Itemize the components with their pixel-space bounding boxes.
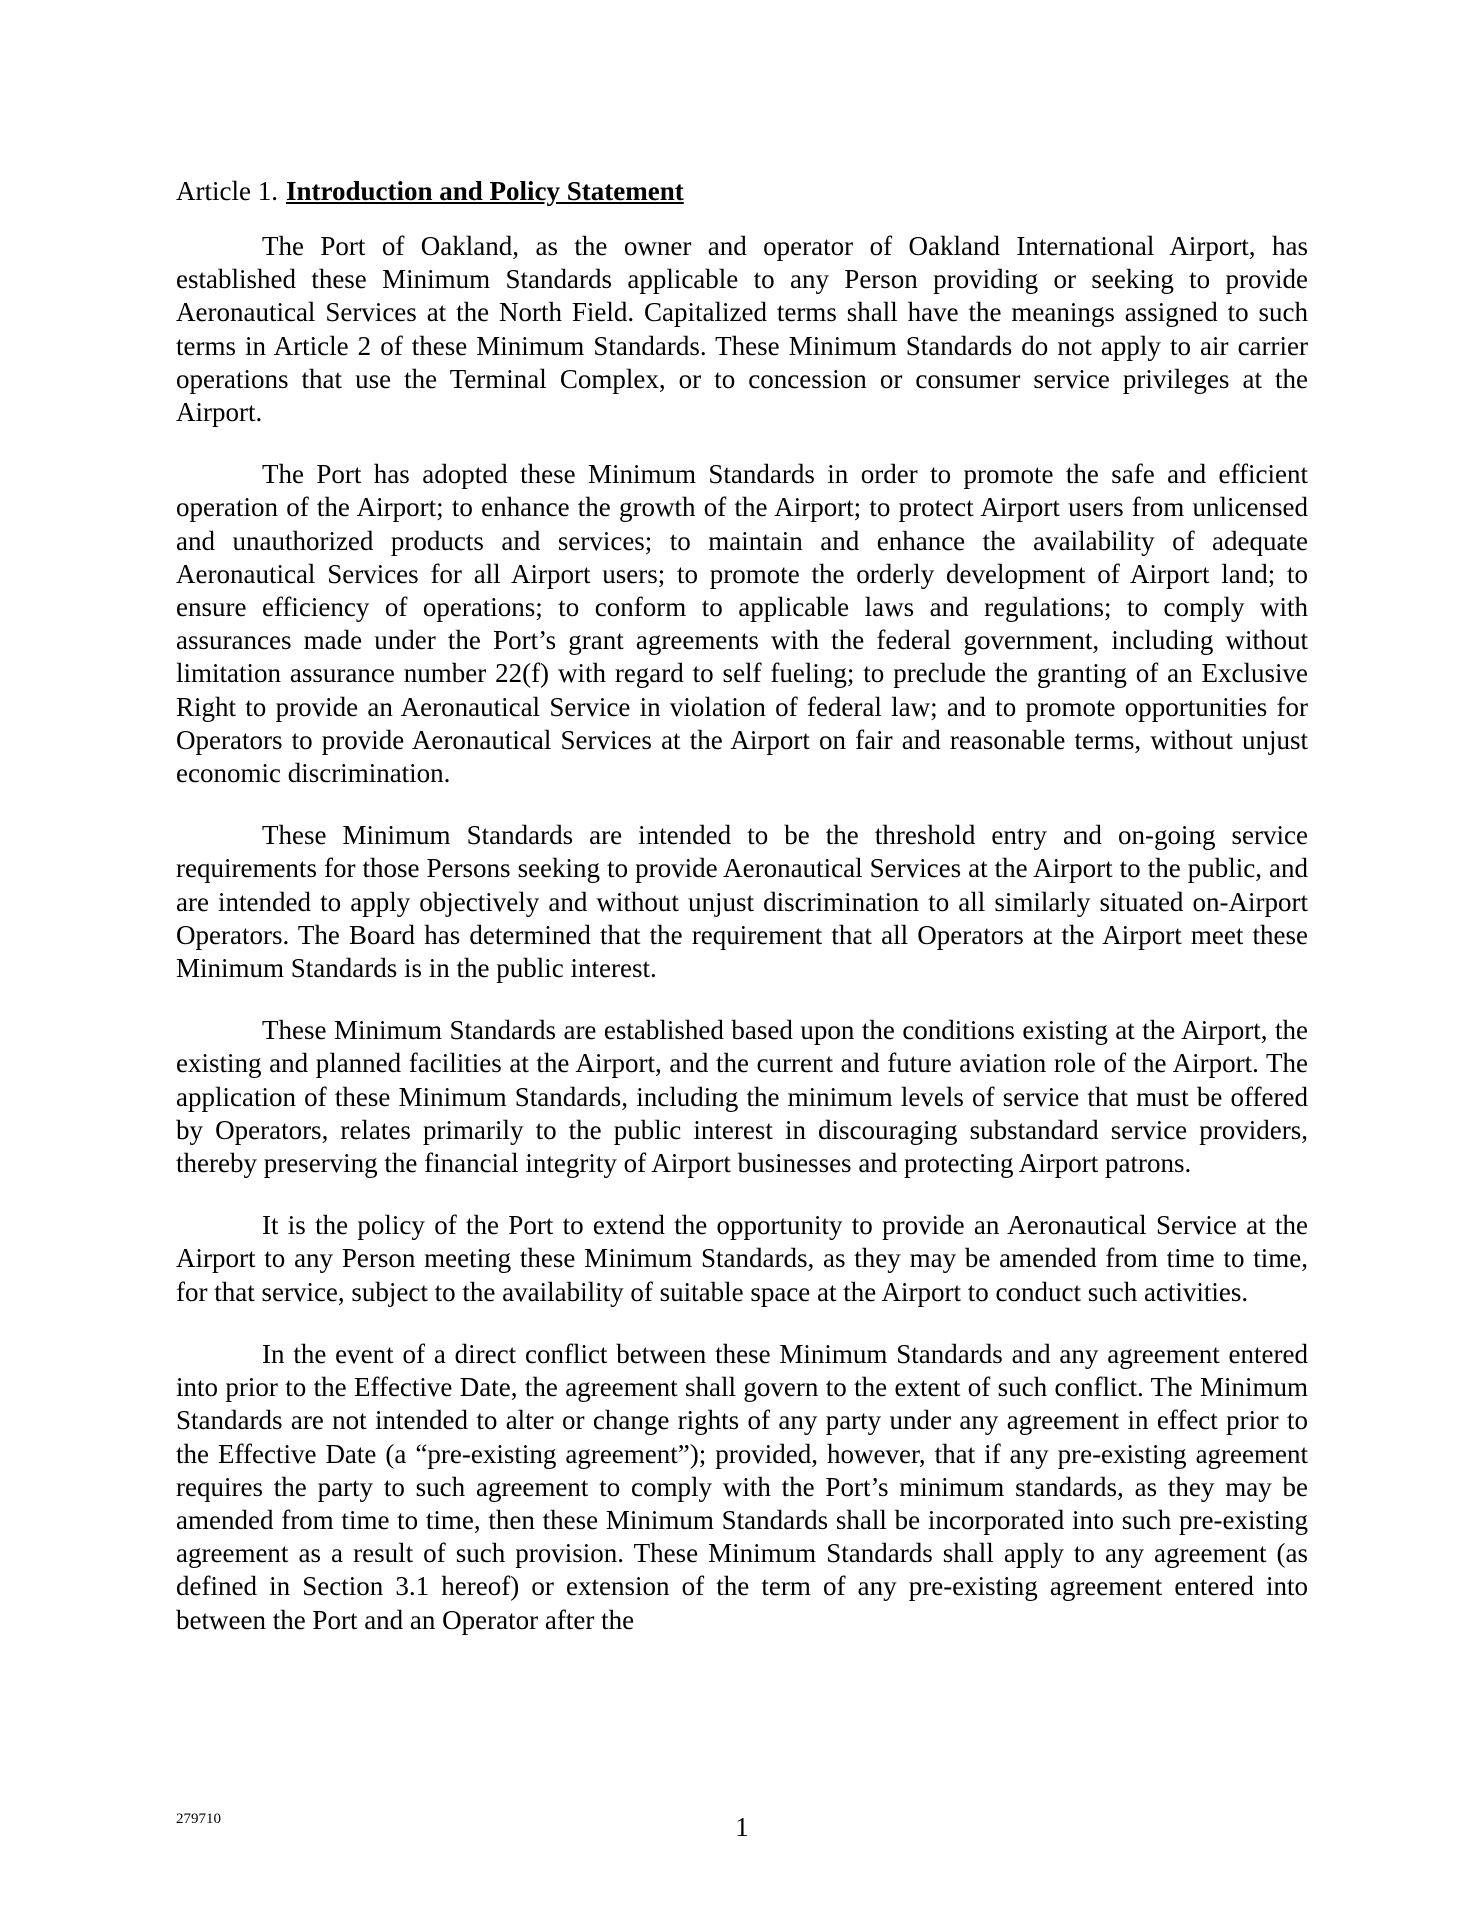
article-label: Article 1.	[176, 176, 278, 206]
paragraph-3: These Minimum Standards are intended to be the threshold entry and on-going service requirements for those Persons seeking to provide Aeronautical Services at the Airport to the public, and are intended to apply objectively and without unjust discrimination to all similarly situated on-Airport Operators. The Board has determined that the requirement that all Operators at the Airport meet these Minimum Standards is in the public interest.	[176, 820, 1308, 984]
paragraph-5: It is the policy of the Port to extend the opportunity to provide an Aeronautical Service at the Airport to any Person meeting these Minimum Standards, as they may be amended from time to time, for that service, subject to the availability of suitable space at the Airport to conduct such activities.	[176, 1210, 1308, 1307]
paragraph-4: These Minimum Standards are established based upon the conditions existing at the Airport, the existing and planned facilities at the Airport, and the current and future aviation role of the Airport. The application of these Minimum Standards, including the minimum levels of service that must be offered by Operators, relates primarily to the public interest in discouraging substandard service providers, thereby preserving the financial integrity of Airport businesses and protecting Airport patrons.	[176, 1015, 1308, 1179]
paragraph-6: In the event of a direct conflict between these Minimum Standards and any agreement entered into prior to the Effective Date, the agreement shall govern to the extent of such conflict. The Minimum Standards are not intended to alter or change rights of any party under any agreement in effect prior to the Effective Date (a “pre-existing agreement”); provided, however, that if any pre-existing agreement requires the party to such agreement to comply with the Port’s minimum standards, as they may be amended from time to time, then these Minimum Standards shall be incorporated into such pre-existing agreement as a result of such provision. These Minimum Standards shall apply to any agreement (as defined in Section 3.1 hereof) or extension of the term of any pre-existing agreement entered into between the Port and an Operator after the	[176, 1338, 1308, 1635]
article-title: Introduction and Policy Statement	[285, 176, 684, 206]
footer-document-code: 279710	[176, 1811, 221, 1827]
paragraph-2: The Port has adopted these Minimum Standards in order to promote the safe and efficient operation of the Airport; to enhance the growth of the Airport; to protect Airport users from unlicensed and unauthorized products and services; to maintain and enhance the availability of adequate Aeronautical Services for all Airport users; to promote the orderly development of Airport land; to ensure efficiency of operations; to conform to applicable laws and regulations; to comply with assurances made under the Port’s grant agreements with the federal government, including without limitation assurance number 22(f) with regard to self fueling; to preclude the granting of an Exclusive Right to provide an Aeronautical Service in violation of federal law; and to promote opportunities for Operators to provide Aeronautical Services at the Airport on fair and reasonable terms, without unjust economic discrimination.	[176, 459, 1308, 789]
footer-page-number: 1	[735, 1812, 749, 1842]
paragraph-1: The Port of Oakland, as the owner and operator of Oakland International Airport, has established these Minimum Standards applicable to any Person providing or seeking to provide Aeronautical Services at the North Field. Capitalized terms shall have the meanings assigned to such terms in Article 2 of these Minimum Standards. These Minimum Standards do not apply to air carrier operations that use the Terminal Complex, or to concession or consumer service privileges at the Airport.	[176, 231, 1308, 428]
article-heading	[176, 172, 1308, 210]
document-body	[176, 172, 1308, 1666]
